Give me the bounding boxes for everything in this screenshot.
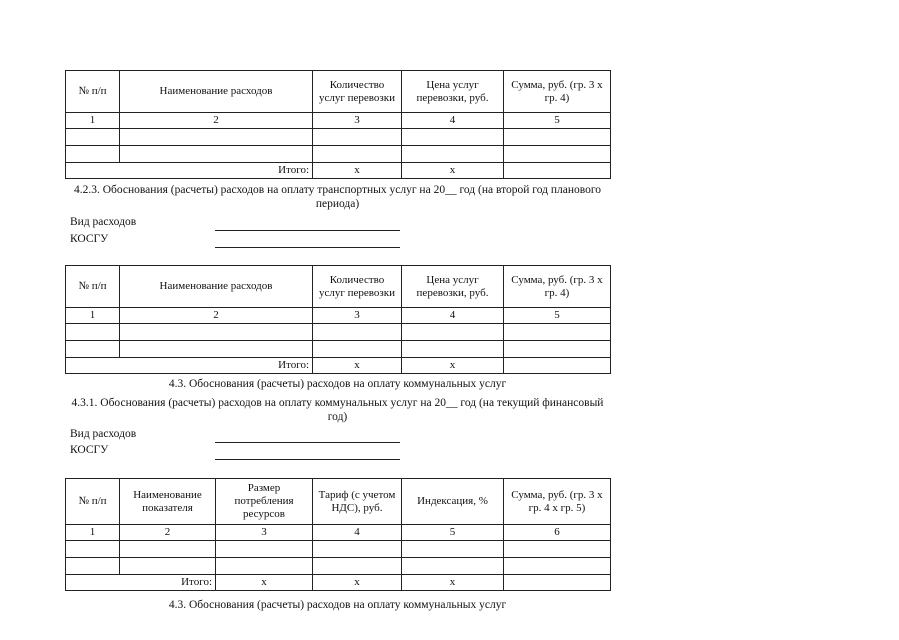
table-cell[interactable] (120, 324, 313, 341)
section-heading-4-2-3: 4.2.3. Обоснования (расчеты) расходов на оплату транспортных услуг на 20__ год (на второй год планового периода) (73, 184, 602, 210)
col-index: 2 (120, 308, 313, 324)
total-label: Итого: (120, 575, 216, 591)
table-cell[interactable] (504, 558, 611, 575)
col-index: 2 (120, 113, 313, 129)
col-index: 2 (120, 525, 216, 541)
section-heading-4-3-1: 4.3.1. Обоснования (расчеты) расходов на оплату коммунальных услуг на 20__ год (на текущий финансовый год) (71, 397, 604, 423)
expense-type-label: Вид расходов (70, 428, 137, 440)
section-heading-4-3-bottom: 4.3. Обоснования (расчеты) расходов на оплату коммунальных услуг (168, 599, 507, 611)
total-sum-cell[interactable] (504, 358, 611, 374)
table-cell[interactable] (313, 129, 402, 146)
col-header-expense-name: Наименование расходов (120, 266, 313, 308)
total-label: Итого: (120, 358, 313, 374)
table-row (66, 129, 611, 146)
total-row (66, 575, 611, 591)
section-heading-4-3: 4.3. Обоснования (расчеты) расходов на оплату коммунальных услуг (168, 378, 507, 390)
table-header-row (66, 266, 611, 308)
table-cell[interactable] (120, 541, 216, 558)
col-header-tariff: Тариф (с учетом НДС), руб. (313, 479, 402, 525)
col-index: 3 (216, 525, 313, 541)
table-header-row (66, 71, 611, 113)
col-index: 4 (313, 525, 402, 541)
transport-costs-table-1 (65, 70, 611, 179)
table-cell[interactable] (504, 129, 611, 146)
col-header-price: Цена услуг перевозки, руб. (402, 266, 504, 308)
col-index: 3 (313, 308, 402, 324)
total-quantity-cell: х (313, 358, 402, 374)
col-header-price: Цена услуг перевозки, руб. (402, 71, 504, 113)
expense-type-label: Вид расходов (70, 216, 137, 228)
table-cell[interactable] (313, 324, 402, 341)
col-index: 4 (402, 308, 504, 324)
table-cell[interactable] (402, 324, 504, 341)
table-row (66, 558, 611, 575)
col-index: 5 (504, 113, 611, 129)
table-cell[interactable] (313, 558, 402, 575)
col-index: 4 (402, 113, 504, 129)
utility-costs-table (65, 478, 611, 591)
total-row (66, 358, 611, 374)
table-cell[interactable] (504, 146, 611, 163)
table-cell[interactable] (504, 324, 611, 341)
table-cell[interactable] (313, 146, 402, 163)
column-index-row (66, 525, 611, 541)
table-cell[interactable] (120, 558, 216, 575)
table-row (66, 324, 611, 341)
col-header-sum: Сумма, руб. (гр. 3 х гр. 4) (504, 266, 611, 308)
table-cell[interactable] (66, 146, 120, 163)
table-header-row (66, 479, 611, 525)
table-cell[interactable] (66, 324, 120, 341)
total-sum-cell[interactable] (504, 163, 611, 179)
col-header-number: № п/п (66, 479, 120, 525)
table-cell[interactable] (216, 558, 313, 575)
total-empty-cell (66, 358, 120, 374)
expense-type-field[interactable] (215, 442, 400, 443)
table-cell[interactable] (120, 129, 313, 146)
col-header-consumption: Размер потребления ресурсов (216, 479, 313, 525)
table-row (66, 541, 611, 558)
col-header-sum: Сумма, руб. (гр. 3 х гр. 4 х гр. 5) (504, 479, 611, 525)
col-header-indexation: Индексация, % (402, 479, 504, 525)
col-index: 1 (66, 308, 120, 324)
total-sum-cell[interactable] (504, 575, 611, 591)
col-header-quantity: Количество услуг перевозки (313, 266, 402, 308)
total-consumption-cell: х (216, 575, 313, 591)
table-row (66, 146, 611, 163)
table-cell[interactable] (66, 558, 120, 575)
total-row (66, 163, 611, 179)
kosgu-label: КОСГУ (70, 233, 109, 245)
total-price-cell: х (402, 358, 504, 374)
table-cell[interactable] (402, 558, 504, 575)
total-price-cell: х (402, 163, 504, 179)
table-cell[interactable] (402, 146, 504, 163)
total-tariff-cell: х (313, 575, 402, 591)
col-index: 5 (504, 308, 611, 324)
kosgu-label: КОСГУ (70, 444, 109, 456)
col-header-expense-name: Наименование расходов (120, 71, 313, 113)
table-cell[interactable] (66, 129, 120, 146)
table-cell[interactable] (402, 341, 504, 358)
table-cell[interactable] (313, 541, 402, 558)
expense-type-field[interactable] (215, 230, 400, 231)
col-header-number: № п/п (66, 266, 120, 308)
total-empty-cell (66, 163, 120, 179)
table-cell[interactable] (120, 341, 313, 358)
table-cell[interactable] (120, 146, 313, 163)
col-header-indicator-name: Наименование показателя (120, 479, 216, 525)
table-cell[interactable] (313, 341, 402, 358)
col-index: 3 (313, 113, 402, 129)
total-label: Итого: (120, 163, 313, 179)
kosgu-field[interactable] (215, 247, 400, 248)
col-header-sum: Сумма, руб. (гр. 3 х гр. 4) (504, 71, 611, 113)
col-header-number: № п/п (66, 71, 120, 113)
col-index: 6 (504, 525, 611, 541)
table-cell[interactable] (402, 129, 504, 146)
table-cell[interactable] (504, 541, 611, 558)
total-empty-cell (66, 575, 120, 591)
table-cell[interactable] (504, 341, 611, 358)
col-index: 5 (402, 525, 504, 541)
total-indexation-cell: х (402, 575, 504, 591)
col-index: 1 (66, 525, 120, 541)
table-cell[interactable] (66, 541, 120, 558)
transport-costs-table-2 (65, 265, 611, 374)
table-row (66, 341, 611, 358)
table-cell[interactable] (402, 541, 504, 558)
total-quantity-cell: х (313, 163, 402, 179)
kosgu-field[interactable] (215, 459, 400, 460)
column-index-row (66, 113, 611, 129)
col-index: 1 (66, 113, 120, 129)
table-cell[interactable] (66, 341, 120, 358)
column-index-row (66, 308, 611, 324)
table-cell[interactable] (216, 541, 313, 558)
col-header-quantity: Количество услуг перевозки (313, 71, 402, 113)
